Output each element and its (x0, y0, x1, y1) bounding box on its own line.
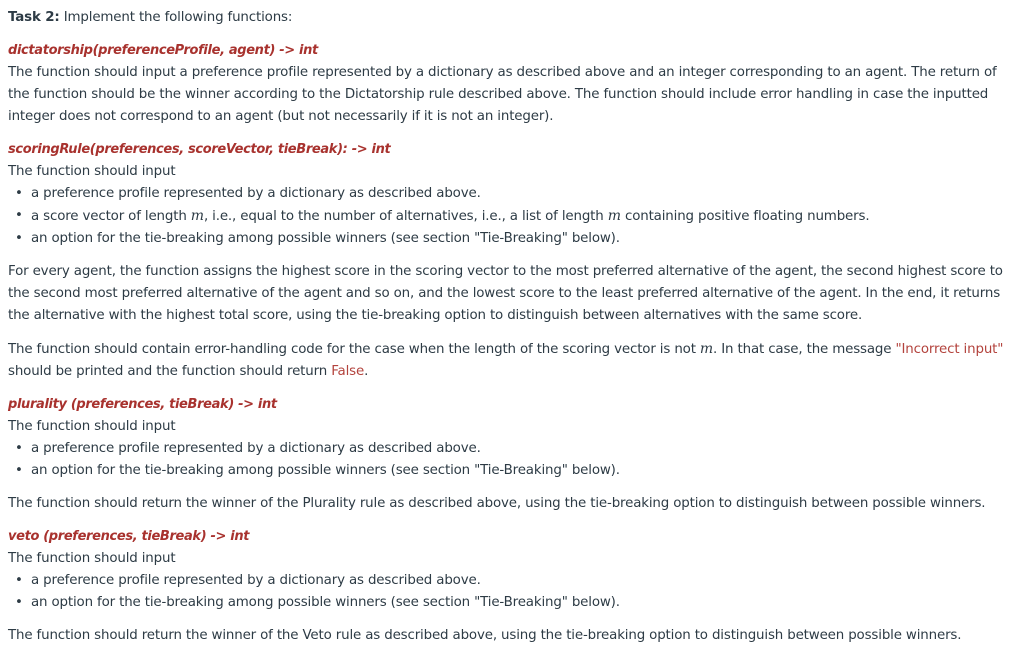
veto-section (8, 526, 1016, 614)
text-span: a score vector of length (31, 209, 191, 224)
plurality-signature: plurality (preferences, tieBreak) -> int (8, 397, 277, 412)
math-variable: m (190, 208, 204, 224)
text-span: The function should contain error-handling code for the case when the length of the scoring vector is not (8, 342, 700, 357)
dictatorship-description: The function should input a preference profile represented by a dictionary as described above and an integer corresponding to an agent. The return of the function should be the winner according to the Dictatorship rule described above. The function should include error handling in case the inputted integer does not correspond to an agent (but not necessarily if it is not an integer). (8, 65, 997, 124)
task-label: Task 2: (8, 10, 60, 25)
veto-input-list (8, 570, 1016, 614)
scoring-rule-intro: The function should input (8, 164, 176, 179)
list-item: • a preference profile represented by a dictionary as described above. (31, 183, 1016, 205)
false-value-text: False (331, 364, 365, 379)
scoring-rule-input-list (8, 183, 1016, 250)
scoring-rule-signature: scoringRule(preferences, scoreVector, tieBreak): -> int (8, 142, 391, 157)
scoring-rule-error-handling (8, 338, 1016, 383)
list-item: • an option for the tie-breaking among possible winners (see section "Tie-Breaking" below). (31, 228, 1016, 250)
plurality-section (8, 394, 1016, 482)
error-message-text: "Incorrect input" (895, 342, 1004, 357)
scoring-rule-section (8, 139, 1016, 250)
text-span: containing positive floating numbers. (620, 209, 870, 224)
task-title (8, 7, 1016, 29)
list-item: • a preference profile represented by a dictionary as described above. (31, 570, 1016, 592)
math-variable: m (607, 208, 621, 224)
text-span: , i.e., equal to the number of alternatives, i.e., a list of length (203, 209, 608, 224)
dictatorship-section (8, 40, 1016, 128)
plurality-intro: The function should input (8, 419, 176, 434)
scoring-rule-explanation: For every agent, the function assigns the highest score in the scoring vector to the most preferred alternative of the agent, the second highest score to the second most preferred alternative of the agent and so on, and the lowest score to the least preferred alternative of the agent. In the end, it returns the alternative with the highest total score, using the tie-breaking option to distinguish between alternatives with the same score. (8, 264, 1003, 323)
text-span: should be printed and the function should return (8, 364, 332, 379)
task-text: Implement the following functions: (59, 10, 293, 25)
list-item: • an option for the tie-breaking among possible winners (see section "Tie-Breaking" below). (31, 592, 1016, 614)
veto-intro: The function should input (8, 551, 176, 566)
text-span: . (364, 364, 369, 379)
plurality-input-list (8, 438, 1016, 482)
dictatorship-signature: dictatorship(preferenceProfile, agent) -> int (8, 43, 318, 58)
plurality-return: The function should return the winner of the Plurality rule as described above, using the tie-breaking option to distinguish between possible winners. (8, 496, 986, 511)
text-span: . In that case, the message (713, 342, 896, 357)
list-item: • a preference profile represented by a dictionary as described above. (31, 438, 1016, 460)
list-item (31, 205, 1016, 228)
math-variable: m (699, 341, 714, 357)
veto-signature: veto (preferences, tieBreak) -> int (8, 529, 250, 544)
list-item: • an option for the tie-breaking among possible winners (see section "Tie-Breaking" below). (31, 460, 1016, 482)
veto-return: The function should return the winner of the Veto rule as described above, using the tie-breaking option to distinguish between possible winners. (8, 628, 962, 643)
